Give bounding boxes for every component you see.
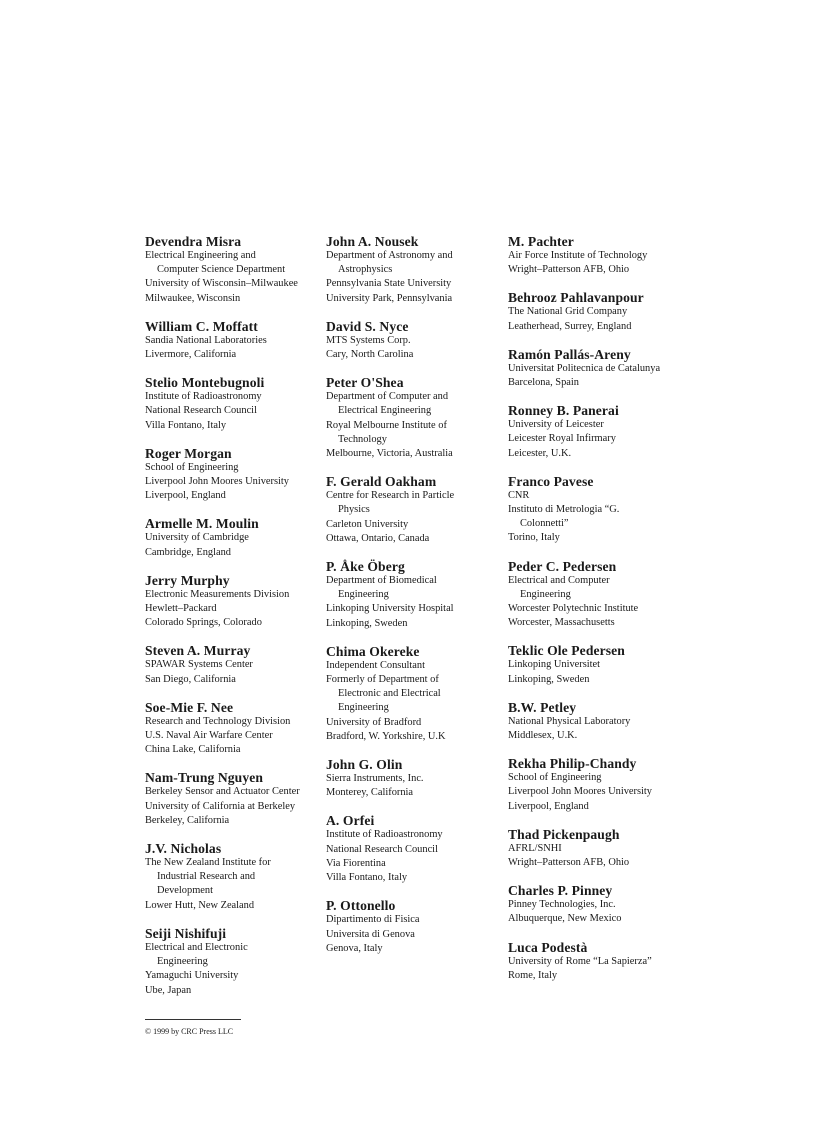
affiliation-line: Carleton University <box>326 518 409 530</box>
affiliation-line: CNR <box>508 489 530 501</box>
affiliation-line: Ottawa, Ontario, Canada <box>326 532 430 544</box>
contributor-entry <box>145 643 315 686</box>
affiliation-line: Instituto di Metrologia “G. <box>508 504 620 516</box>
affiliation-line: Institute of Radioastronomy <box>145 391 262 403</box>
contributor-name: John G. Olin <box>326 757 403 773</box>
affiliation-line: Wright–Patterson AFB, Ohio <box>508 857 630 869</box>
affiliation-line: Engineering <box>338 702 389 714</box>
affiliation-line: Melbourne, Victoria, Australia <box>326 448 453 460</box>
contributor-name: Stelio Montebugnoli <box>145 375 265 391</box>
contributors-column-2 <box>326 234 496 969</box>
affiliation-line: Villa Fontano, Italy <box>145 419 227 431</box>
contributor-name: P. Ottonello <box>326 898 396 914</box>
contributor-entry <box>145 375 315 433</box>
affiliation-line: Cary, North Carolina <box>326 349 414 361</box>
affiliation-line: Worcester, Massachusetts <box>508 617 615 629</box>
contributor-entry <box>326 898 496 956</box>
affiliation-line: Monterey, California <box>326 787 414 799</box>
affiliation-line: School of Engineering <box>508 772 602 784</box>
affiliation-line: University of California at Berkeley <box>145 800 296 812</box>
affiliation-line: Barcelona, Spain <box>508 377 579 389</box>
affiliation-line: Linkoping, Sweden <box>326 617 408 629</box>
contributor-name: A. Orfei <box>326 813 375 829</box>
affiliation-line: Research and Technology Division <box>145 715 291 727</box>
affiliation-line: Genova, Italy <box>326 942 383 954</box>
footer-rule <box>145 1019 241 1020</box>
affiliation-line: Berkeley Sensor and Actuator Center <box>145 786 300 798</box>
contributor-entry <box>145 234 315 306</box>
affiliation-line: University Park, Pennsylvania <box>326 292 453 304</box>
affiliation-line: Liverpool John Moores University <box>145 476 290 488</box>
affiliation-line: Royal Melbourne Institute of <box>326 419 447 431</box>
contributor-name: David S. Nyce <box>326 318 409 334</box>
contributor-entry <box>508 403 683 461</box>
contributor-name: Behrooz Pahlavanpour <box>508 290 644 306</box>
contributor-name: Teklic Ole Pedersen <box>508 643 625 659</box>
affiliation-line: Astrophysics <box>338 264 393 276</box>
affiliation-line: Leatherhead, Surrey, England <box>508 320 632 332</box>
contributor-entry <box>508 474 683 546</box>
affiliation-line: Universitat Politecnica de Catalunya <box>508 362 661 374</box>
contributor-entry <box>145 926 315 998</box>
affiliation-line: Physics <box>338 504 370 516</box>
affiliation-line: Wright–Patterson AFB, Ohio <box>508 264 630 276</box>
affiliation-line: Yamaguchi University <box>145 970 239 982</box>
affiliation-line: Torino, Italy <box>508 532 560 544</box>
contributors-column-1 <box>145 234 315 1011</box>
affiliation-line: Electronic and Electrical <box>338 688 441 700</box>
affiliation-line: Electrical and Computer <box>508 574 610 586</box>
contributor-entry <box>508 290 683 333</box>
affiliation-line: Colonnetti” <box>520 518 569 530</box>
affiliation-line: Technology <box>338 433 387 445</box>
affiliation-line: Linkoping, Sweden <box>508 673 590 685</box>
affiliation-line: China Lake, California <box>145 744 241 756</box>
contributor-entry <box>145 770 315 828</box>
contributor-name: Charles P. Pinney <box>508 883 613 899</box>
affiliation-line: National Physical Laboratory <box>508 715 631 727</box>
contributor-name: Steven A. Murray <box>145 643 251 659</box>
contributor-entry <box>508 756 683 814</box>
affiliation-line: Electrical Engineering and <box>145 250 256 261</box>
affiliation-line: Bradford, W. Yorkshire, U.K <box>326 730 446 742</box>
contributor-name: John A. Nousek <box>326 234 419 249</box>
contributor-name: Thad Pickenpaugh <box>508 826 620 842</box>
affiliation-line: Electrical Engineering <box>338 405 432 417</box>
affiliation-line: The National Grid Company <box>508 306 628 318</box>
contributor-entry <box>326 234 496 306</box>
affiliation-line: Albuquerque, New Mexico <box>508 913 622 925</box>
affiliation-line: San Diego, California <box>145 673 236 685</box>
contributor-entry <box>145 446 315 504</box>
affiliation-line: U.S. Naval Air Warfare Center <box>145 730 273 742</box>
contributor-entry <box>145 319 315 362</box>
affiliation-line: Department of Computer and <box>326 391 449 403</box>
contributor-entry <box>508 827 683 870</box>
affiliation-line: Worcester Polytechnic Institute <box>508 603 639 615</box>
affiliation-line: Pennsylvania State University <box>326 278 452 290</box>
contributor-name: Luca Podestà <box>508 939 588 955</box>
contributor-entry <box>326 757 496 800</box>
contributor-entry <box>326 559 496 631</box>
affiliation-line: Liverpool, England <box>145 490 226 502</box>
contributor-entry <box>508 700 683 743</box>
affiliation-line: Sierra Instruments, Inc. <box>326 773 424 785</box>
contributors-column-3 <box>508 234 683 996</box>
affiliation-line: Electrical and Electronic <box>145 941 248 953</box>
affiliation-line: Berkeley, California <box>145 814 230 826</box>
affiliation-line: National Research Council <box>145 405 257 417</box>
contributor-entry <box>508 234 683 277</box>
affiliation-line: Institute of Radioastronomy <box>326 829 443 841</box>
contributor-name: Soe-Mie F. Nee <box>145 699 234 715</box>
affiliation-line: SPAWAR Systems Center <box>145 659 253 671</box>
affiliation-line: Engineering <box>338 589 389 601</box>
affiliation-line: Air Force Institute of Technology <box>508 250 648 261</box>
affiliation-line: University of Leicester <box>508 419 604 431</box>
affiliation-line: Lower Hutt, New Zealand <box>145 899 255 911</box>
affiliation-line: Linkoping Universitet <box>508 659 601 671</box>
contributor-entry <box>326 813 496 885</box>
affiliation-line: Leicester, U.K. <box>508 447 572 459</box>
affiliation-line: Liverpool John Moores University <box>508 786 653 798</box>
affiliation-line: University of Cambridge <box>145 532 249 544</box>
affiliation-line: Department of Astronomy and <box>326 250 453 261</box>
contributor-entry <box>145 516 315 559</box>
affiliation-line: The New Zealand Institute for <box>145 857 271 869</box>
affiliation-line: University of Bradford <box>326 716 422 728</box>
affiliation-line: Universita di Genova <box>326 928 415 940</box>
affiliation-line: Liverpool, England <box>508 800 589 812</box>
contributor-name: Franco Pavese <box>508 473 594 489</box>
contributor-name: Armelle M. Moulin <box>145 516 259 532</box>
contributor-name: Rekha Philip-Chandy <box>508 756 637 772</box>
affiliation-line: Industrial Research and <box>157 871 256 883</box>
contributor-name: Ronney B. Panerai <box>508 403 619 419</box>
affiliation-line: Dipartimento di Fisica <box>326 914 420 926</box>
contributor-entry <box>326 375 496 461</box>
contributor-name: Chima Okereke <box>326 643 420 659</box>
contributor-name: Seiji Nishifuji <box>145 925 227 941</box>
affiliation-line: School of Engineering <box>145 461 239 473</box>
affiliation-line: University of Rome “La Sapierza” <box>508 955 652 967</box>
contributor-name: Peter O'Shea <box>326 375 404 391</box>
contributor-entry <box>508 643 683 686</box>
contributor-name: Roger Morgan <box>145 445 232 461</box>
contributor-entry <box>145 573 315 631</box>
affiliation-line: Formerly of Department of <box>326 674 439 686</box>
affiliation-line: University of Wisconsin–Milwaukee <box>145 278 298 290</box>
affiliation-line: Engineering <box>520 588 571 600</box>
contributor-name: Jerry Murphy <box>145 572 230 588</box>
contributor-name: B.W. Petley <box>508 699 577 715</box>
affiliation-line: Electronic Measurements Division <box>145 588 290 600</box>
contributor-entry <box>326 319 496 362</box>
affiliation-line: AFRL/SNHI <box>508 842 562 854</box>
copyright-notice: © 1999 by CRC Press LLC <box>145 1027 234 1036</box>
affiliation-line: National Research Council <box>326 843 438 855</box>
affiliation-line: Via Fiorentina <box>326 857 386 869</box>
affiliation-line: Colorado Springs, Colorado <box>145 617 262 629</box>
affiliation-line: Linkoping University Hospital <box>326 603 454 615</box>
contributor-name: P. Åke Öberg <box>326 559 405 575</box>
contributor-name: J.V. Nicholas <box>145 841 222 857</box>
contributor-entry <box>508 347 683 390</box>
affiliation-line: Sandia National Laboratories <box>145 334 267 346</box>
affiliation-line: Development <box>157 885 213 897</box>
affiliation-line: Hewlett–Packard <box>145 603 217 615</box>
affiliation-line: Independent Consultant <box>326 659 425 671</box>
contributor-name: Peder C. Pedersen <box>508 558 617 574</box>
affiliation-line: Cambridge, England <box>145 546 231 558</box>
affiliation-line: MTS Systems Corp. <box>326 334 411 346</box>
contributor-entry <box>145 841 315 913</box>
affiliation-line: Milwaukee, Wisconsin <box>145 292 241 304</box>
affiliation-line: Ube, Japan <box>145 984 192 996</box>
affiliation-line: Computer Science Department <box>157 264 286 276</box>
affiliation-line: Department of Biomedical <box>326 575 437 587</box>
contributor-name: F. Gerald Oakham <box>326 474 437 490</box>
contributor-name: William C. Moffatt <box>145 318 258 334</box>
affiliation-line: Livermore, California <box>145 349 237 361</box>
contributor-name: Nam-Trung Nguyen <box>145 770 264 786</box>
contributor-entry <box>326 474 496 546</box>
affiliation-line: Pinney Technologies, Inc. <box>508 899 616 911</box>
affiliation-line: Middlesex, U.K. <box>508 730 578 742</box>
contributor-name: Devendra Misra <box>145 234 242 249</box>
contributor-name: M. Pachter <box>508 234 574 249</box>
contributor-entry <box>508 883 683 926</box>
affiliation-line: Rome, Italy <box>508 969 558 981</box>
affiliation-line: Leicester Royal Infirmary <box>508 433 616 445</box>
contributor-entry <box>326 644 496 744</box>
contributor-entry <box>145 700 315 758</box>
contributor-name: Ramón Pallás-Areny <box>508 346 631 362</box>
contributor-entry <box>508 559 683 631</box>
contributor-entry <box>508 940 683 983</box>
affiliation-line: Centre for Research in Particle <box>326 490 455 502</box>
affiliation-line: Engineering <box>157 956 208 968</box>
affiliation-line: Villa Fontano, Italy <box>326 872 408 884</box>
